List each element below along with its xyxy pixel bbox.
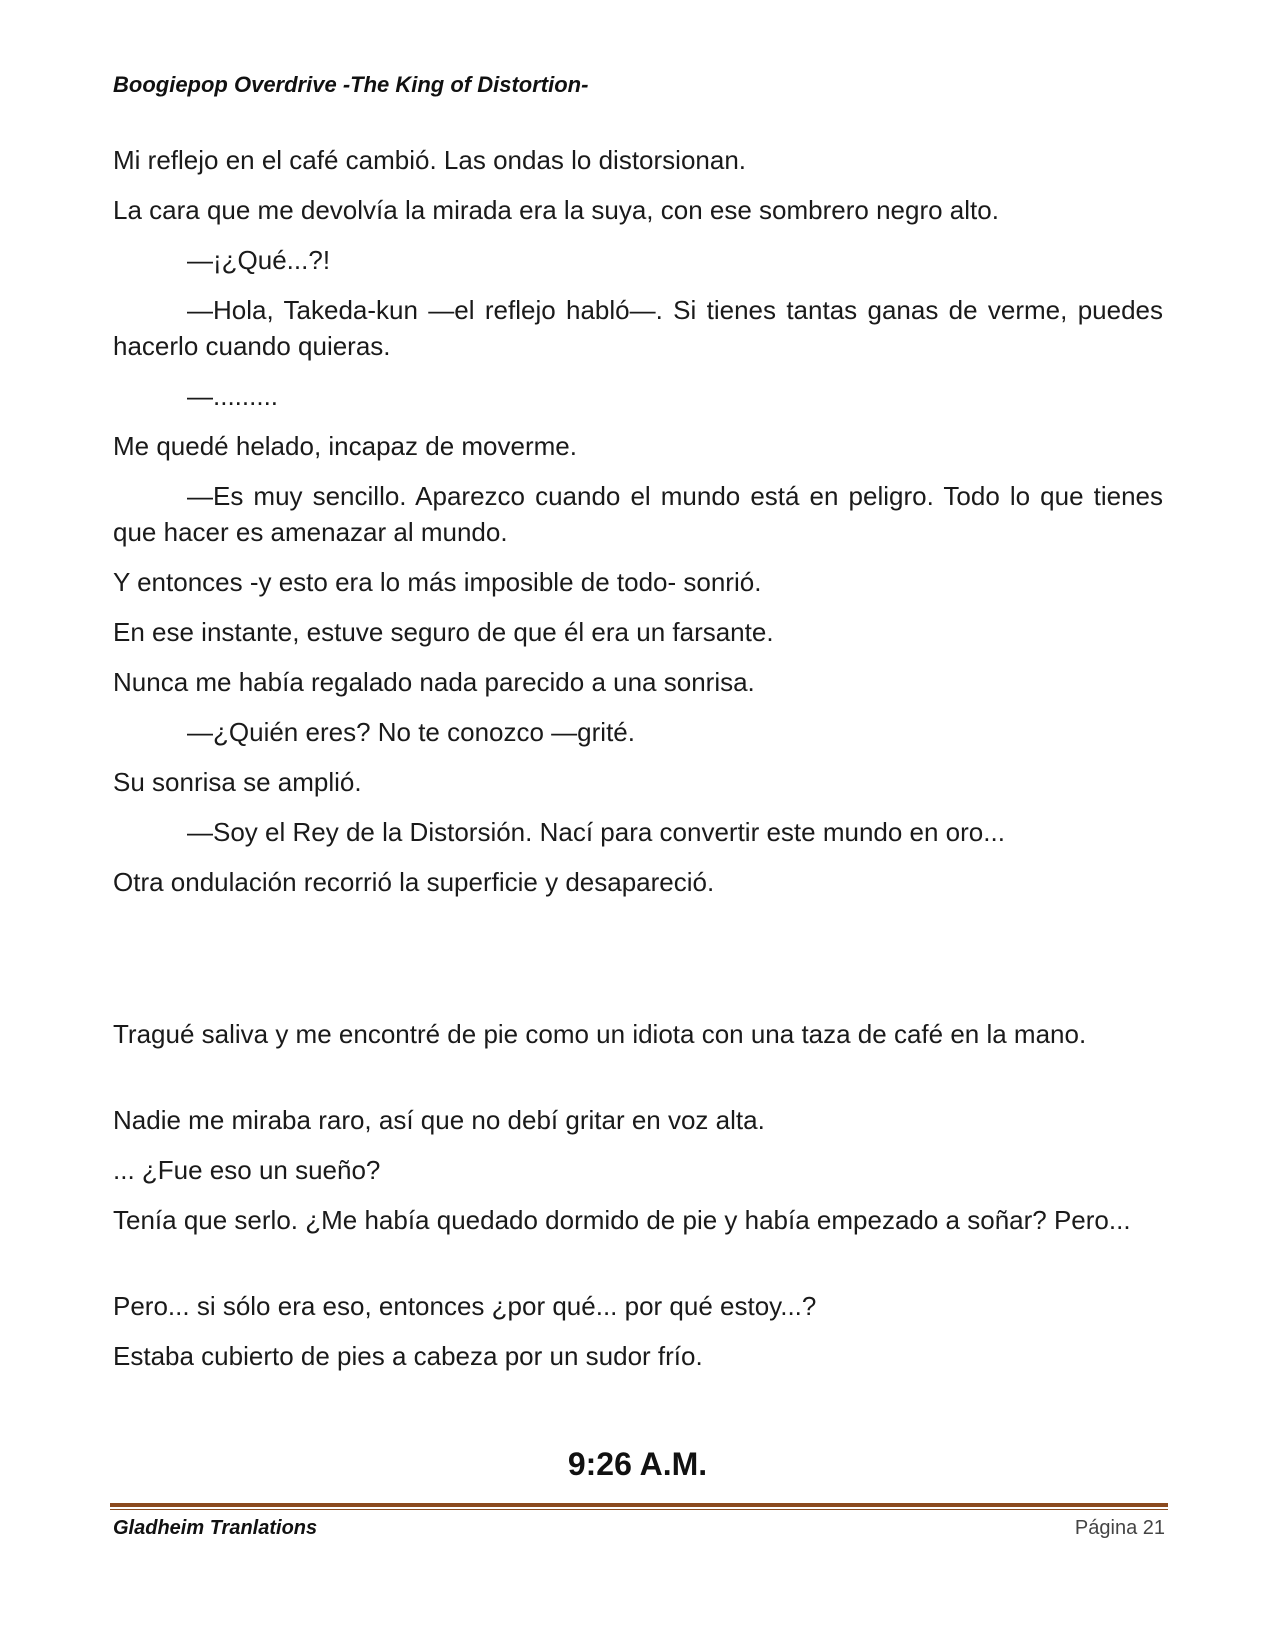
paragraph: Estaba cubierto de pies a cabeza por un sudor frío.	[113, 1341, 703, 1371]
paragraph: En ese instante, estuve seguro de que él era un farsante.	[113, 617, 774, 647]
paragraph: ... ¿Fue eso un sueño?	[113, 1155, 381, 1185]
page-header-title: Boogiepop Overdrive -The King of Distortion-	[113, 72, 589, 97]
paragraph: Su sonrisa se amplió.	[113, 767, 362, 797]
paragraph: Me quedé helado, incapaz de moverme.	[113, 431, 577, 461]
footer-page-number: Página 21	[1074, 1517, 1165, 1539]
paragraph: Tenía que serlo. ¿Me había quedado dormido de pie y había empezado a soñar? Pero...	[113, 1205, 1131, 1235]
paragraph: Tragué saliva y me encontré de pie como un idiota con una taza de café en la mano.	[113, 1019, 1087, 1049]
paragraph: —Hola, Takeda-kun —el reflejo habló—. Si tienes tantas ganas de verme, puedes hacerlo cuando quieras.	[113, 295, 1163, 361]
paragraph: —¿Quién eres? No te conozco —grité.	[187, 717, 635, 747]
paragraph: La cara que me devolvía la mirada era la suya, con ese sombrero negro alto.	[113, 195, 999, 225]
footer-brand: Gladheim Tranlations	[113, 1517, 318, 1539]
footer-divider-thin	[110, 1509, 1168, 1510]
paragraph: Mi reflejo en el café cambió. Las ondas lo distorsionan.	[113, 145, 747, 175]
paragraph: Y entonces -y esto era lo más imposible de todo- sonrió.	[113, 567, 762, 597]
paragraph: Pero... si sólo era eso, entonces ¿por qué... por qué estoy...?	[113, 1291, 817, 1321]
paragraph: —Soy el Rey de la Distorsión. Nací para convertir este mundo en oro...	[187, 817, 1005, 847]
paragraph: —¡¿Qué...?!	[187, 245, 331, 275]
paragraph: Nunca me había regalado nada parecido a una sonrisa.	[113, 667, 755, 697]
footer-divider	[110, 1503, 1168, 1512]
section-time-heading: 9:26 A.M.	[567, 1446, 708, 1482]
paragraph: —.........	[187, 381, 279, 411]
paragraph: Otra ondulación recorrió la superficie y desapareció.	[113, 867, 715, 897]
paragraph: Nadie me miraba raro, así que no debí gritar en voz alta.	[113, 1105, 765, 1135]
footer-divider-thick	[110, 1503, 1168, 1507]
paragraph: —Es muy sencillo. Aparezco cuando el mundo está en peligro. Todo lo que tienes que hacer es amenazar al mundo.	[113, 481, 1163, 547]
